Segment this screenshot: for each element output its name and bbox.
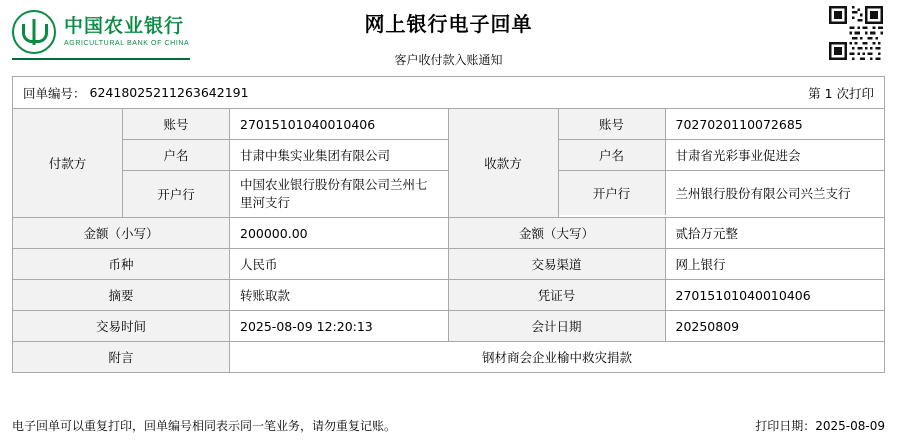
bank-name-cn: 中国农业银行: [64, 14, 185, 37]
payee-bank-label: 开户行: [559, 171, 666, 215]
payer-account-label: 账号: [123, 109, 230, 139]
payer-bank-label: 开户行: [123, 171, 230, 217]
payer-account-row: [123, 109, 448, 140]
amount-lower-value: 200000.00: [230, 218, 449, 248]
document-footer: [12, 417, 885, 434]
payee-account-value: 7027020110072685: [666, 109, 885, 139]
channel-group: [449, 249, 885, 279]
channel-label: 交易渠道: [449, 249, 666, 279]
transaction-time-label: 交易时间: [13, 311, 230, 341]
time-row: [13, 311, 884, 342]
payer-account-value: 27015101040010406: [230, 109, 448, 139]
payee-side-label: 收款方: [449, 109, 559, 217]
summary-value: 转账取款: [230, 280, 449, 310]
voucher-label: 凭证号: [449, 280, 666, 310]
payee-account-row: [559, 109, 885, 140]
payee-section: [449, 109, 885, 217]
page-title: 网上银行电子回单: [364, 12, 533, 36]
payer-side-label: 付款方: [13, 109, 123, 217]
channel-value: 网上银行: [666, 249, 885, 279]
print-count: 第 1 次打印: [744, 77, 884, 108]
receipt-table: [12, 76, 885, 373]
amount-upper-value: 贰拾万元整: [666, 218, 885, 248]
accounting-date-value: 20250809: [666, 311, 885, 341]
summary-group: [13, 280, 449, 310]
title-block: [0, 8, 897, 68]
amount-row: [13, 218, 884, 249]
receipt-no-label: 回单编号：: [23, 85, 86, 101]
currency-label: 币种: [13, 249, 230, 279]
payee-bank-value: 兰州银行股份有限公司兴兰支行: [666, 171, 885, 215]
remark-row: [13, 342, 884, 372]
remark-label: 附言: [13, 342, 230, 372]
transaction-time-value: 2025-08-09 12:20:13: [230, 311, 449, 341]
payee-account-label: 账号: [559, 109, 666, 139]
qr-code-icon: [829, 6, 883, 60]
receipt-meta-row: [13, 77, 884, 109]
print-date: 打印日期：2025-08-09: [755, 419, 885, 433]
payee-name-value: 甘肃省光彩事业促进会: [666, 140, 885, 170]
summary-label: 摘要: [13, 280, 230, 310]
amount-lower-group: [13, 218, 449, 248]
accounting-date-group: [449, 311, 885, 341]
voucher-group: [449, 280, 885, 310]
payer-bank-row: [123, 171, 448, 217]
transaction-time-group: [13, 311, 449, 341]
receipt-no-cell: [13, 77, 744, 108]
parties-block: [13, 109, 884, 218]
payer-rows: [123, 109, 448, 217]
amount-upper-group: [449, 218, 885, 248]
payer-bank-value: 中国农业银行股份有限公司兰州七里河支行: [230, 171, 448, 217]
payee-name-label: 户名: [559, 140, 666, 170]
currency-group: [13, 249, 449, 279]
payer-name-row: [123, 140, 448, 171]
amount-lower-label: 金额（小写）: [13, 218, 230, 248]
receipt-no-value: 62418025211263642191: [89, 85, 249, 100]
voucher-value: 27015101040010406: [666, 280, 885, 310]
accounting-date-label: 会计日期: [449, 311, 666, 341]
remark-value: 钢材商会企业榆中救灾捐款: [230, 342, 884, 372]
bank-name-en: AGRICULTURAL BANK OF CHINA: [64, 39, 190, 47]
footer-note: 电子回单可以重复打印，回单编号相同表示同一笔业务，请勿重复记账。: [12, 419, 397, 433]
currency-row: [13, 249, 884, 280]
payer-section: [13, 109, 449, 217]
amount-upper-label: 金额（大写）: [449, 218, 666, 248]
currency-value: 人民币: [230, 249, 449, 279]
payee-name-row: [559, 140, 885, 171]
summary-row: [13, 280, 884, 311]
page-subtitle: 客户收付款入账通知: [394, 53, 503, 67]
payer-name-label: 户名: [123, 140, 230, 170]
payee-rows: [559, 109, 885, 217]
payer-name-value: 甘肃中集实业集团有限公司: [230, 140, 448, 170]
payee-bank-row: [559, 171, 885, 215]
document-header: [0, 0, 897, 70]
